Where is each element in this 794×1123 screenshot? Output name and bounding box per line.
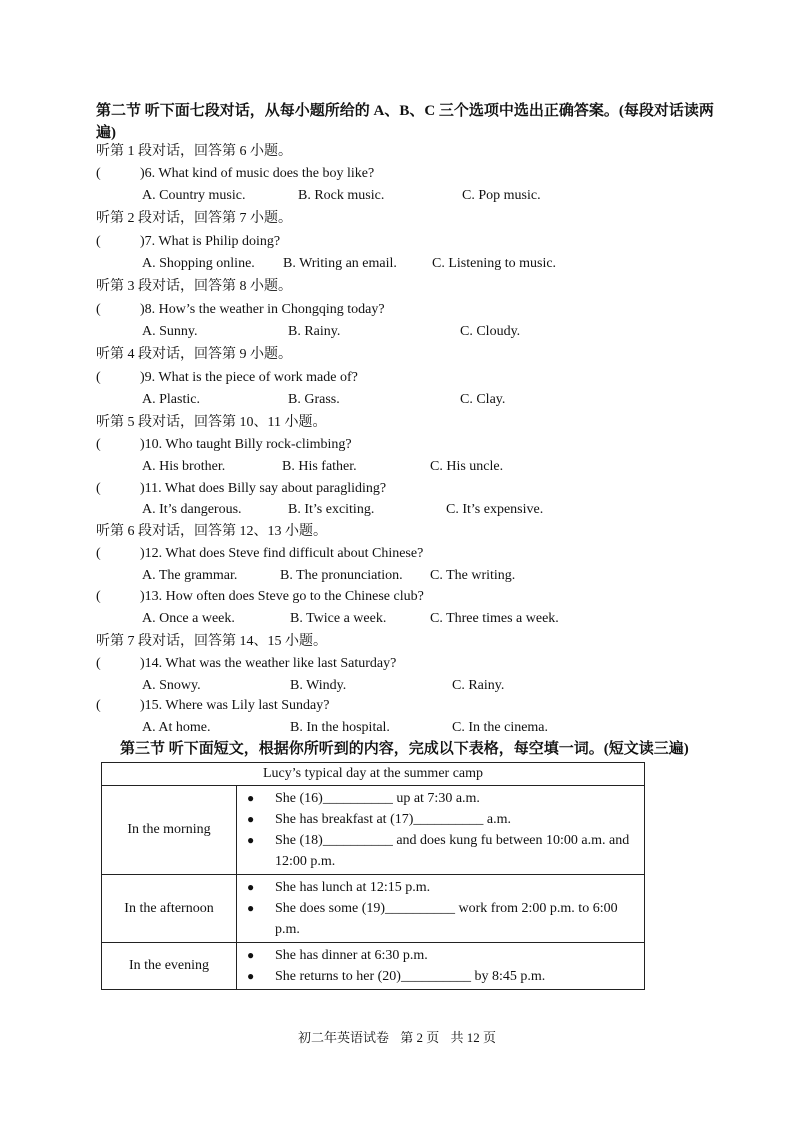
page-number: 第 2 页 <box>400 1030 440 1045</box>
answer-paren[interactable]: ( <box>96 481 101 496</box>
question-text: )9. What is the piece of work made of? <box>140 370 358 385</box>
option-c: C. Clay. <box>460 392 506 407</box>
option-b: B. The pronunciation. <box>280 568 403 583</box>
bullet-icon: ● <box>247 901 255 915</box>
option-a: A. It’s dangerous. <box>142 502 242 517</box>
table-bullet-item <box>247 788 638 809</box>
dialog-intro-5: 听第 5 段对话，回答第 10、11 小题。 <box>96 415 327 430</box>
row-content-evening <box>237 943 645 990</box>
option-b: B. Twice a week. <box>290 611 387 626</box>
option-a: A. Plastic. <box>142 392 200 407</box>
question-13 <box>96 587 424 607</box>
question-text: )6. What kind of music does the boy like? <box>140 166 375 181</box>
option-c: C. Pop music. <box>462 188 541 203</box>
dialog-intro-6: 听第 6 段对话，回答第 12、13 小题。 <box>96 524 327 539</box>
answer-paren[interactable]: ( <box>96 589 101 604</box>
bullet-icon: ● <box>247 969 255 983</box>
bullet-icon: ● <box>247 948 255 962</box>
option-c: C. Three times a week. <box>430 611 559 626</box>
option-c: C. The writing. <box>430 568 516 583</box>
option-c: C. Rainy. <box>452 678 505 693</box>
option-b: B. Grass. <box>288 392 340 407</box>
page-footer <box>0 1027 794 1046</box>
dialog-intro-4: 听第 4 段对话，回答第 9 小题。 <box>96 347 292 362</box>
option-b: B. Rock music. <box>298 188 385 203</box>
answer-paren[interactable]: ( <box>96 234 101 249</box>
option-a: A. Snowy. <box>142 678 201 693</box>
bullet-icon: ● <box>247 812 255 826</box>
dinner-text: She has dinner at 6:30 p.m. <box>275 948 428 963</box>
answer-paren[interactable]: ( <box>96 546 101 561</box>
option-a: A. Shopping online. <box>142 256 255 271</box>
answer-paren[interactable]: ( <box>96 166 101 181</box>
option-a: A. Once a week. <box>142 611 235 626</box>
question-8 <box>96 300 385 320</box>
exam-name: 初二年英语试卷 <box>297 1030 389 1045</box>
dialog-intro-1: 听第 1 段对话，回答第 6 小题。 <box>96 144 292 159</box>
question-text: )10. Who taught Billy rock-climbing? <box>140 437 352 452</box>
answer-paren[interactable]: ( <box>96 370 101 385</box>
option-a: A. The grammar. <box>142 568 238 583</box>
question-14 <box>96 654 396 674</box>
table-title: Lucy’s typical day at the summer camp <box>102 763 645 786</box>
summer-camp-table <box>101 762 645 990</box>
section3-header: 第三节 听下面短文，根据你所听到的内容，完成以下表格，每空填一词。(短文读三遍) <box>120 741 689 757</box>
blank-20-text[interactable]: She returns to her (20)__________ by 8:45 p.m. <box>275 969 546 984</box>
answer-paren[interactable]: ( <box>96 656 101 671</box>
bullet-icon: ● <box>247 791 255 805</box>
bullet-icon: ● <box>247 833 255 847</box>
row-content-morning <box>237 786 645 875</box>
dialog-intro-7: 听第 7 段对话，回答第 14、15 小题。 <box>96 634 327 649</box>
option-a: A. His brother. <box>142 459 226 474</box>
table-bullet-item <box>247 898 638 940</box>
option-c: C. It’s expensive. <box>446 502 544 517</box>
row-label-evening: In the evening <box>102 943 237 990</box>
option-c: C. Listening to music. <box>432 256 557 271</box>
table-bullet-item <box>247 877 638 898</box>
row-label-morning: In the morning <box>102 786 237 875</box>
blank-16-text[interactable]: She (16)__________ up at 7:30 a.m. <box>275 791 480 806</box>
option-c: C. Cloudy. <box>460 324 521 339</box>
question-text: )11. What does Billy say about paragliding? <box>140 481 387 496</box>
option-b: B. His father. <box>282 459 357 474</box>
option-b: B. In the hospital. <box>290 720 390 735</box>
lunch-text: She has lunch at 12:15 p.m. <box>275 880 431 895</box>
table-bullet-item <box>247 945 638 966</box>
blank-18-text[interactable]: She (18)__________ and does kung fu between 10:00 a.m. and 12:00 p.m. <box>275 833 630 869</box>
question-10 <box>96 435 352 455</box>
option-a: A. Sunny. <box>142 324 198 339</box>
question-text: )7. What is Philip doing? <box>140 234 281 249</box>
question-text: )12. What does Steve find difficult about Chinese? <box>140 546 424 561</box>
option-c: C. His uncle. <box>430 459 504 474</box>
page-total: 共 12 页 <box>450 1030 497 1045</box>
option-a: A. At home. <box>142 720 211 735</box>
table-bullet-item <box>247 966 638 987</box>
row-content-afternoon <box>237 875 645 943</box>
option-c: C. In the cinema. <box>452 720 549 735</box>
dialog-intro-3: 听第 3 段对话，回答第 8 小题。 <box>96 279 292 294</box>
question-9 <box>96 368 358 388</box>
answer-paren[interactable]: ( <box>96 698 101 713</box>
section2-header: 第二节 听下面七段对话，从每小题所给的 A、B、C 三个选项中选出正确答案。(每段对话读两遍) <box>96 103 714 141</box>
question-text: )15. Where was Lily last Sunday? <box>140 698 330 713</box>
option-b: B. Writing an email. <box>283 256 397 271</box>
option-a: A. Country music. <box>142 188 246 203</box>
table-bullet-item <box>247 830 638 872</box>
question-text: )14. What was the weather like last Saturday? <box>140 656 397 671</box>
bullet-icon: ● <box>247 880 255 894</box>
table-bullet-item <box>247 809 638 830</box>
answer-paren[interactable]: ( <box>96 437 101 452</box>
question-text: )8. How’s the weather in Chongqing today? <box>140 302 385 317</box>
dialog-intro-2: 听第 2 段对话，回答第 7 小题。 <box>96 211 292 226</box>
question-6 <box>96 164 374 184</box>
option-b: B. Windy. <box>290 678 347 693</box>
answer-paren[interactable]: ( <box>96 302 101 317</box>
question-15 <box>96 696 329 716</box>
blank-19-text[interactable]: She does some (19)__________ work from 2:00 p.m. to 6:00 p.m. <box>275 901 618 937</box>
row-label-afternoon: In the afternoon <box>102 875 237 943</box>
question-7 <box>96 232 280 252</box>
question-11 <box>96 479 386 499</box>
question-12 <box>96 544 423 564</box>
blank-17-text[interactable]: She has breakfast at (17)__________ a.m. <box>275 812 511 827</box>
question-text: )13. How often does Steve go to the Chinese club? <box>140 589 424 604</box>
option-b: B. It’s exciting. <box>288 502 375 517</box>
option-b: B. Rainy. <box>288 324 341 339</box>
